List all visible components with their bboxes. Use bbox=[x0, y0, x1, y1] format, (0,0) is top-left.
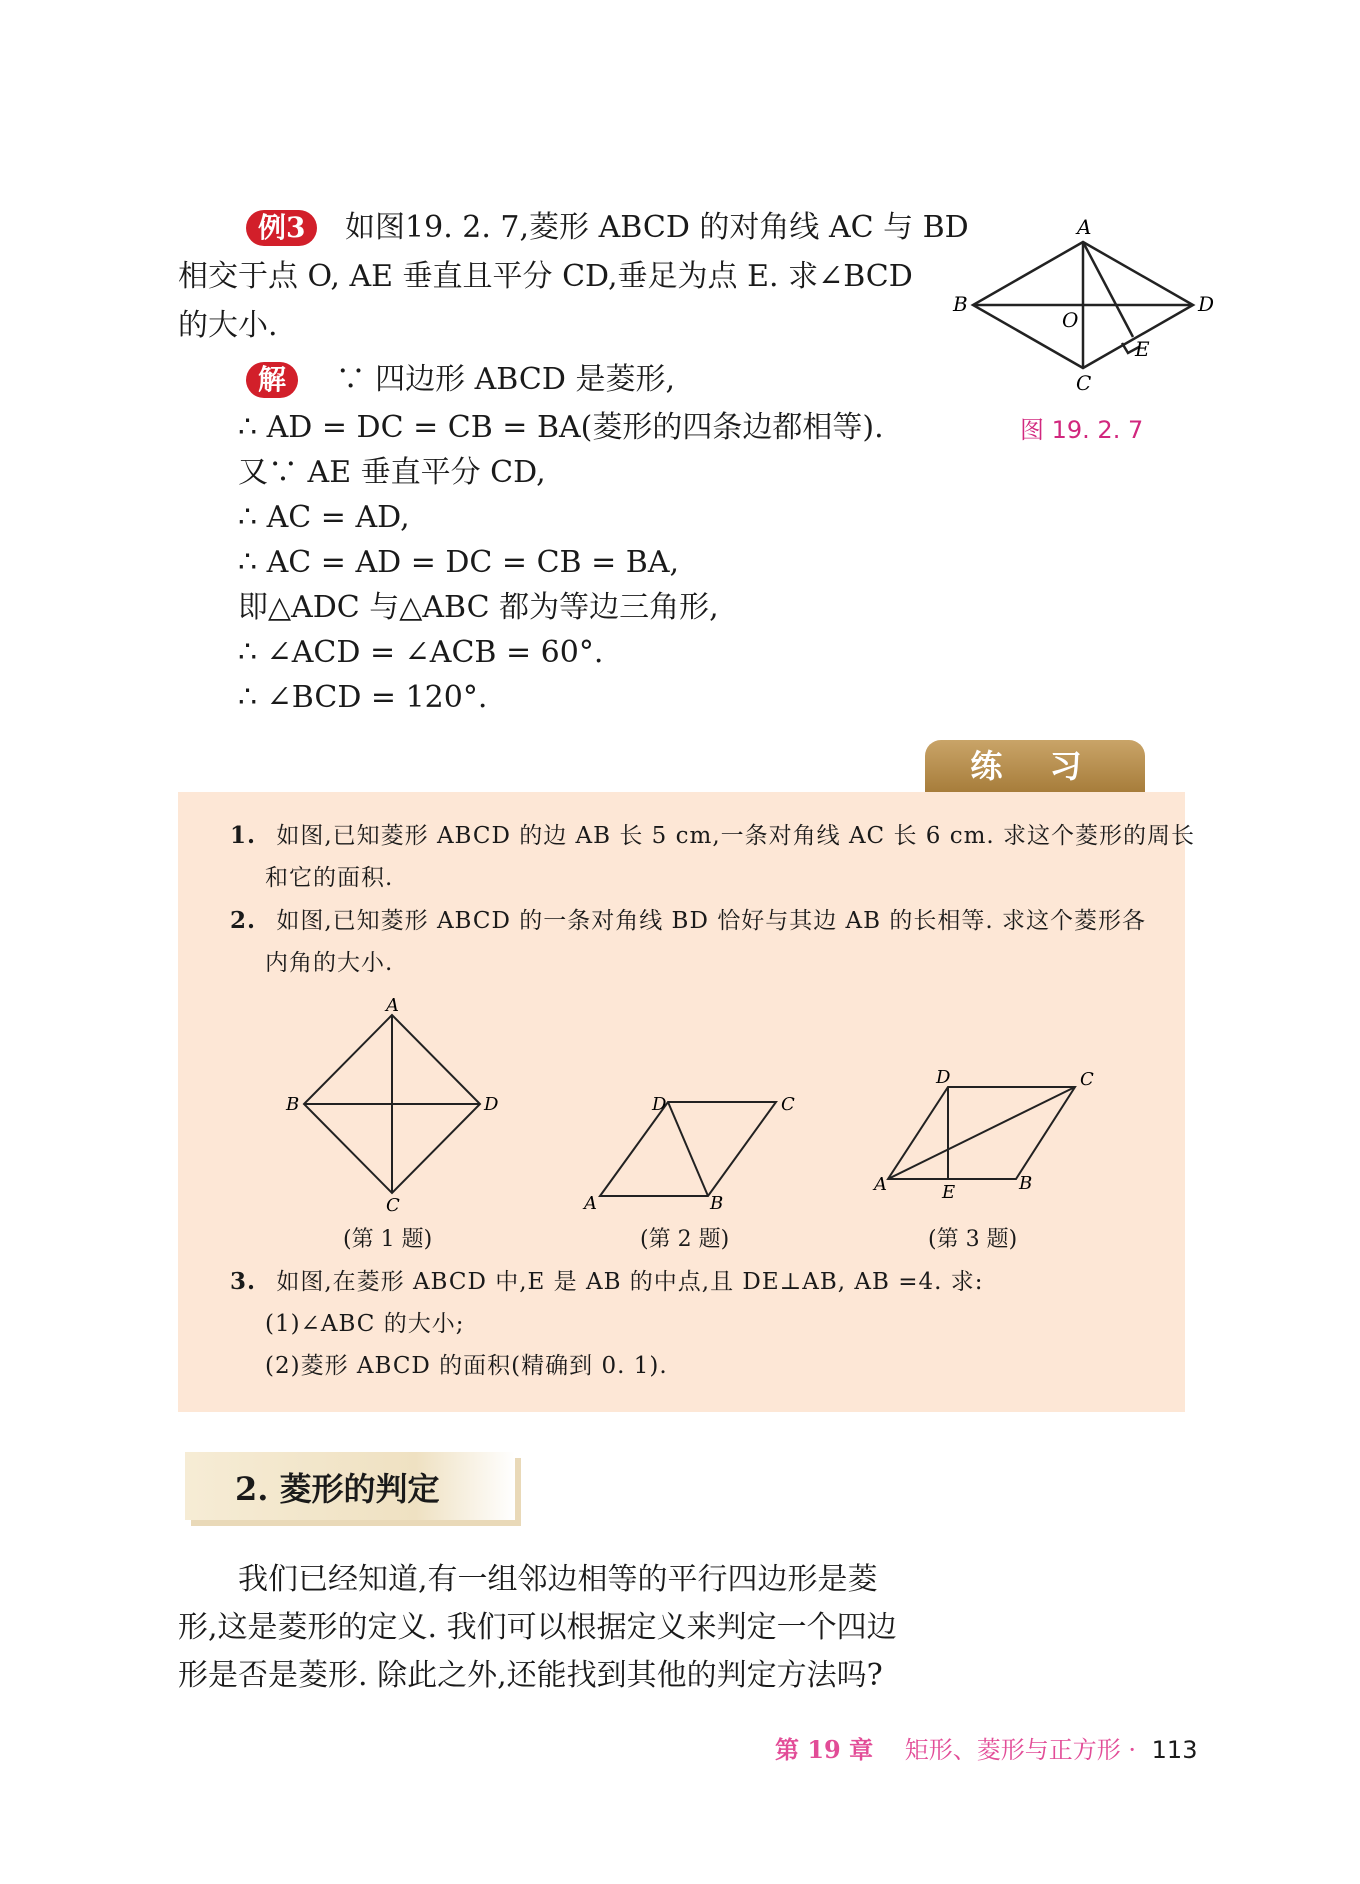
solution-step: ∴ ∠ACD = ∠ACB = 60°. bbox=[238, 635, 604, 670]
solution-step: 即△ADC 与△ABC 都为等边三角形, bbox=[238, 590, 719, 625]
practice-title: 练 习 bbox=[925, 740, 1145, 792]
solution-step: ∵ 四边形 ABCD 是菱形, bbox=[335, 362, 675, 397]
footer-title: 矩形、菱形与正方形 · bbox=[904, 1736, 1137, 1764]
page-number: 113 bbox=[1151, 1736, 1198, 1764]
rhombus-figure-main bbox=[940, 210, 1240, 400]
question-number: 1. bbox=[230, 822, 257, 849]
practice-figure-3 bbox=[868, 1052, 1128, 1202]
question-text: (1)∠ABC 的大小; bbox=[265, 1311, 465, 1337]
section-heading bbox=[185, 1452, 515, 1520]
section-title: 2. 菱形的判定 bbox=[235, 1470, 440, 1508]
solution-step: ∴ AC = AD, bbox=[238, 500, 410, 535]
question-text: (2)菱形 ABCD 的面积(精确到 0. 1). bbox=[265, 1353, 668, 1379]
section-paragraph-line: 我们已经知道,有一组邻边相等的平行四边形是菱 bbox=[238, 1562, 878, 1597]
question-3 bbox=[230, 1266, 984, 1298]
section-paragraph-line: 形,这是菱形的定义. 我们可以根据定义来判定一个四边 bbox=[178, 1610, 897, 1645]
question-number: 2. bbox=[230, 907, 257, 934]
fig1-label-b: B bbox=[286, 1094, 300, 1115]
solution-tag: 解 bbox=[246, 362, 298, 398]
fig3-label-a: A bbox=[874, 1174, 887, 1195]
footer-chapter: 第 19 章 bbox=[775, 1735, 874, 1764]
fig2-label-b: B bbox=[710, 1193, 724, 1212]
fig3-label-c: C bbox=[1080, 1069, 1094, 1090]
question-2 bbox=[230, 905, 1146, 937]
question-1 bbox=[230, 820, 1195, 852]
solution-line-1 bbox=[246, 360, 675, 400]
label-d: D bbox=[1198, 292, 1215, 316]
fig3-label-d: D bbox=[936, 1067, 951, 1088]
fig1-label-a: A bbox=[386, 997, 399, 1016]
solution-step: ∴ AD = DC = CB = BA(菱形的四条边都相等). bbox=[238, 410, 884, 445]
example-line-2: 相交于点 O, AE 垂直且平分 CD,垂足为点 E. 求∠BCD bbox=[178, 259, 913, 294]
question-text: 如图,在菱形 ABCD 中,E 是 AB 的中点,且 DE⊥AB, AB =4. 求: bbox=[276, 1269, 984, 1295]
fig3-label-e: E bbox=[942, 1182, 956, 1202]
question-text: 如图,已知菱形 ABCD 的边 AB 长 5 cm,一条对角线 AC 长 6 cm. 求这个菱形的周长 bbox=[276, 823, 1196, 849]
solution-step: ∴ AC = AD = DC = CB = BA, bbox=[238, 545, 680, 580]
label-o: O bbox=[1062, 308, 1079, 332]
fig2-label-c: C bbox=[781, 1094, 795, 1115]
label-c: C bbox=[1076, 371, 1092, 395]
label-a: A bbox=[1077, 215, 1092, 239]
figure-2-caption: (第 2 题) bbox=[640, 1227, 730, 1252]
figure-1-caption: (第 1 题) bbox=[343, 1227, 433, 1252]
solution-step: 又∵ AE 垂直平分 CD, bbox=[238, 455, 546, 490]
question-text: 内角的大小. bbox=[265, 950, 394, 976]
label-b: B bbox=[953, 292, 968, 316]
example-tag: 例3 bbox=[246, 210, 317, 246]
fig2-label-a: A bbox=[584, 1193, 597, 1212]
example-text-1: 如图19. 2. 7,菱形 ABCD 的对角线 AC 与 BD bbox=[345, 210, 969, 245]
question-text: 如图,已知菱形 ABCD 的一条对角线 BD 恰好与其边 AB 的长相等. 求这个菱形各 bbox=[276, 908, 1146, 934]
page-footer bbox=[775, 1730, 1197, 1765]
label-e: E bbox=[1135, 337, 1150, 361]
fig3-label-b: B bbox=[1019, 1173, 1033, 1194]
figure-3-caption: (第 3 题) bbox=[928, 1227, 1018, 1252]
section-paragraph-line: 形是否是菱形. 除此之外,还能找到其他的判定方法吗? bbox=[178, 1658, 883, 1693]
practice-figure-2 bbox=[578, 1082, 808, 1212]
example-line-1 bbox=[246, 208, 969, 248]
solution-step: ∴ ∠BCD = 120°. bbox=[238, 680, 488, 715]
figure-caption: 图 19. 2. 7 bbox=[1020, 416, 1144, 444]
fig1-label-c: C bbox=[386, 1195, 400, 1212]
practice-figure-1 bbox=[268, 997, 518, 1212]
fig1-label-d: D bbox=[484, 1094, 499, 1115]
example-line-3: 的大小. bbox=[178, 308, 278, 343]
practice-box bbox=[178, 792, 1196, 1412]
question-number: 3. bbox=[230, 1268, 257, 1295]
fig2-label-d: D bbox=[652, 1094, 667, 1115]
question-text: 和它的面积. bbox=[265, 865, 394, 891]
